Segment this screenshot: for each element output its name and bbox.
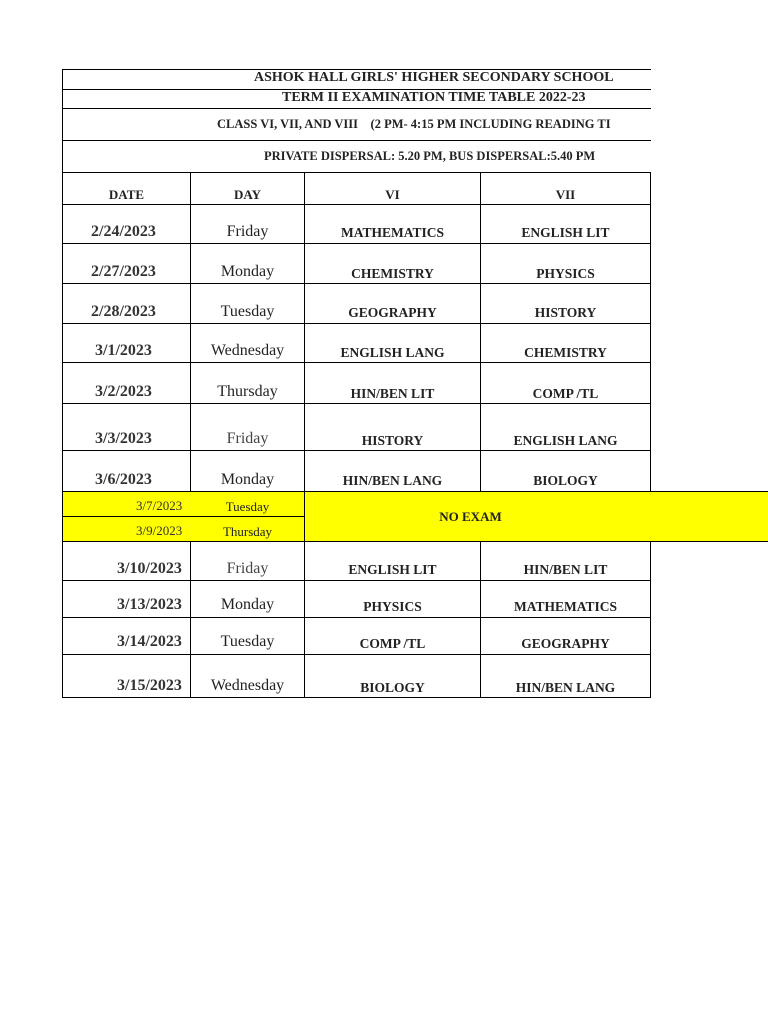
row-vii: HIN/BEN LIT — [523, 562, 608, 577]
row-vii: MATHEMATICS — [513, 599, 617, 614]
row-date: 2/24/2023 — [91, 223, 156, 240]
class-line-clip — [63, 109, 650, 140]
row-date: 3/15/2023 — [117, 677, 182, 694]
row-date: 2/27/2023 — [91, 263, 156, 280]
grid-line — [62, 283, 651, 284]
row-day: Tuesday — [220, 633, 275, 650]
row-day: Friday — [226, 223, 269, 240]
row-day: Friday — [226, 430, 269, 447]
row-date: 3/13/2023 — [117, 596, 182, 613]
row-vii: CHEMISTRY — [524, 345, 607, 360]
grid-line — [62, 697, 651, 698]
row-day: Friday — [226, 560, 269, 577]
row-date: 2/28/2023 — [91, 303, 156, 320]
no-exam-day: Tuesday — [225, 499, 270, 514]
grid-line — [62, 580, 651, 581]
row-vi: PHYSICS — [363, 599, 422, 614]
row-vi: ENGLISH LIT — [348, 562, 437, 577]
row-date: 3/2/2023 — [95, 383, 152, 400]
row-vii: BIOLOGY — [533, 473, 598, 488]
grid-line — [62, 140, 651, 141]
no-exam-date: 3/7/2023 — [136, 498, 183, 513]
row-date: 3/1/2023 — [95, 342, 152, 359]
row-vi: CHEMISTRY — [351, 266, 434, 281]
exam-title: TERM II EXAMINATION TIME TABLE 2022-23 — [282, 90, 586, 105]
row-vi: HISTORY — [361, 433, 424, 448]
row-day: Monday — [220, 596, 275, 613]
row-day: Thursday — [217, 383, 278, 400]
row-vi: MATHEMATICS — [340, 225, 444, 240]
row-day: Wednesday — [210, 342, 285, 359]
row-date: 3/10/2023 — [117, 560, 182, 577]
row-date: 3/14/2023 — [117, 633, 182, 650]
no-exam-date: 3/9/2023 — [136, 523, 183, 538]
header-date: DATE — [108, 187, 145, 202]
no-exam-day: Thursday — [222, 524, 273, 539]
row-day: Monday — [220, 263, 275, 280]
dispersal-line: PRIVATE DISPERSAL: 5.20 PM, BUS DISPERSAL:5.40 PM — [264, 149, 596, 163]
grid-line — [62, 69, 63, 698]
grid-line — [62, 541, 768, 542]
row-vii: GEOGRAPHY — [521, 636, 610, 651]
grid-line — [62, 362, 651, 363]
row-date: 3/3/2023 — [95, 430, 152, 447]
grid-line — [62, 491, 768, 492]
row-vii: ENGLISH LIT — [521, 225, 610, 240]
row-day: Monday — [220, 471, 275, 488]
grid-line — [62, 204, 651, 205]
row-vi: BIOLOGY — [360, 680, 425, 695]
grid-line — [62, 243, 651, 244]
row-day: Wednesday — [210, 677, 285, 694]
header-vii: VII — [555, 187, 576, 202]
row-vii: COMP /TL — [532, 386, 599, 401]
row-vii: ENGLISH LANG — [513, 433, 618, 448]
row-vi: ENGLISH LANG — [340, 345, 445, 360]
row-vii: HISTORY — [534, 305, 597, 320]
header-vi: VI — [385, 187, 400, 202]
header-day: DAY — [234, 187, 261, 202]
row-vii: PHYSICS — [536, 266, 595, 281]
row-date: 3/6/2023 — [95, 471, 152, 488]
grid-line — [62, 323, 651, 324]
class-line: CLASS VI, VII, AND VIII (2 PM- 4:15 PM INCLUDING READING TI — [217, 117, 611, 131]
row-vi: GEOGRAPHY — [348, 305, 437, 320]
row-vi: COMP /TL — [359, 636, 426, 651]
school-name: ASHOK HALL GIRLS' HIGHER SECONDARY SCHOOL — [254, 70, 614, 85]
grid-line — [62, 403, 651, 404]
row-vi: HIN/BEN LANG — [342, 473, 443, 488]
row-day: Tuesday — [220, 303, 275, 320]
grid-line — [62, 617, 651, 618]
row-vi: HIN/BEN LIT — [350, 386, 435, 401]
grid-line — [650, 172, 651, 492]
grid-line — [62, 172, 651, 173]
grid-line — [650, 541, 651, 698]
row-vii: HIN/BEN LANG — [515, 680, 616, 695]
grid-line — [62, 450, 651, 451]
no-exam-label: NO EXAM — [439, 509, 502, 524]
grid-line — [62, 654, 651, 655]
